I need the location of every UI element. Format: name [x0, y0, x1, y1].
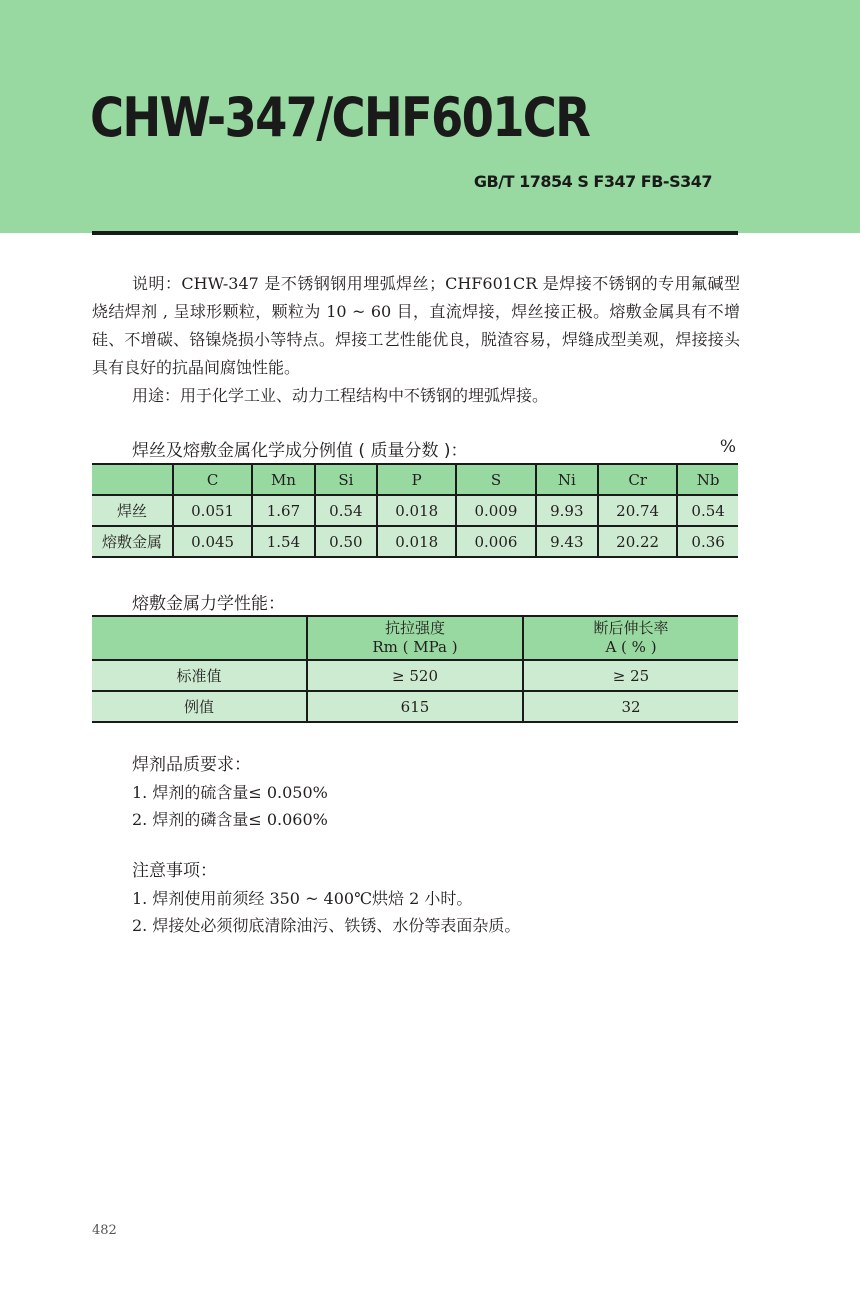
table-header-cell: Cr [598, 464, 677, 495]
table-cell: 0.006 [456, 526, 535, 557]
table-header-cell: Nb [677, 464, 738, 495]
table-header-cell: Ni [536, 464, 598, 495]
table-cell: 615 [307, 691, 523, 722]
mechanical-table-title: 熔敷金属力学性能： [132, 594, 285, 614]
description-label: 说明： [132, 274, 182, 293]
header-line: 抗拉强度 [384, 619, 445, 637]
table-cell: 1.54 [252, 526, 314, 557]
table-header-cell [523, 616, 738, 660]
list-item: 1. 焊剂使用前须经 350 ~ 400℃烘焙 2 小时。 [132, 889, 473, 908]
table-header-cell [307, 616, 523, 660]
table-cell: 0.54 [677, 495, 738, 526]
flux-quality-section [132, 752, 328, 833]
row-label: 熔敷金属 [92, 526, 173, 557]
usage-label: 用途： [132, 386, 181, 405]
table-cell: 20.74 [598, 495, 677, 526]
list-item: 1. 焊剂的硫含量≤ 0.050% [132, 783, 328, 802]
table-cell: 1.67 [252, 495, 314, 526]
notes-section [132, 858, 520, 939]
standard-code: GB/T 17854 S F347 FB-S347 [473, 172, 712, 191]
table-header-row [92, 464, 738, 495]
table-cell: 0.045 [173, 526, 252, 557]
mechanical-properties-table [92, 615, 738, 723]
table-cell: ≥ 25 [523, 660, 738, 691]
table-cell: 0.051 [173, 495, 252, 526]
table-header-row [92, 616, 738, 660]
row-label: 标准值 [92, 660, 307, 691]
table-header-cell [92, 464, 173, 495]
flux-quality-title: 焊剂品质要求： [132, 755, 251, 775]
table-header-cell: S [456, 464, 535, 495]
chemical-unit: % [719, 437, 736, 457]
header-line: A ( % ) [605, 638, 657, 656]
table-cell: 9.43 [536, 526, 598, 557]
table-header-cell: C [173, 464, 252, 495]
table-row [92, 660, 738, 691]
product-title: CHW-347/CHF601CR [90, 86, 590, 149]
usage-paragraph [92, 382, 740, 410]
table-cell: 0.36 [677, 526, 738, 557]
table-row [92, 526, 738, 557]
table-row [92, 691, 738, 722]
table-cell: 0.018 [377, 526, 456, 557]
description-paragraph [92, 270, 740, 382]
table-header-cell: Mn [252, 464, 314, 495]
table-cell: ≥ 520 [307, 660, 523, 691]
list-item: 2. 焊接处必须彻底清除油污、铁锈、水份等表面杂质。 [132, 916, 521, 935]
row-label: 焊丝 [92, 495, 173, 526]
table-cell: 20.22 [598, 526, 677, 557]
table-header-cell: Si [315, 464, 377, 495]
description-text: CHW-347 是不锈钢钢用埋弧焊丝；CHF601CR 是焊接不锈钢的专用氟碱型烧结焊剂 , 呈球形颗粒，颗粒为 10 ~ 60 目，直流焊接，焊丝接正极。熔敷金属具有不增硅、不增碳、铬镍烧损小等特点。焊接工艺性能优良，脱渣容易，焊缝成型美观，焊接接头具有良好的抗晶间腐蚀性能。 [92, 274, 740, 377]
chemical-table-title: 焊丝及熔敷金属化学成分例值 ( 质量分数 )： [132, 441, 468, 461]
table-header-cell: P [377, 464, 456, 495]
list-item: 2. 焊剂的磷含量≤ 0.060% [132, 810, 328, 829]
table-cell: 32 [523, 691, 738, 722]
table-cell: 0.50 [315, 526, 377, 557]
table-cell: 0.018 [377, 495, 456, 526]
page-number: 482 [92, 1223, 117, 1238]
table-cell: 9.93 [536, 495, 598, 526]
header-line: Rm ( MPa ) [372, 638, 458, 656]
table-cell: 0.54 [315, 495, 377, 526]
usage-text: 用于化学工业、动力工程结构中不锈钢的埋弧焊接。 [180, 386, 549, 405]
row-label: 例值 [92, 691, 307, 722]
header-divider [92, 231, 738, 235]
table-header-cell [92, 616, 307, 660]
description-section [92, 270, 740, 410]
notes-title: 注意事项： [132, 861, 217, 881]
table-cell: 0.009 [456, 495, 535, 526]
header-line: 断后伸长率 [593, 619, 669, 637]
chemical-composition-table [92, 463, 738, 558]
table-row [92, 495, 738, 526]
